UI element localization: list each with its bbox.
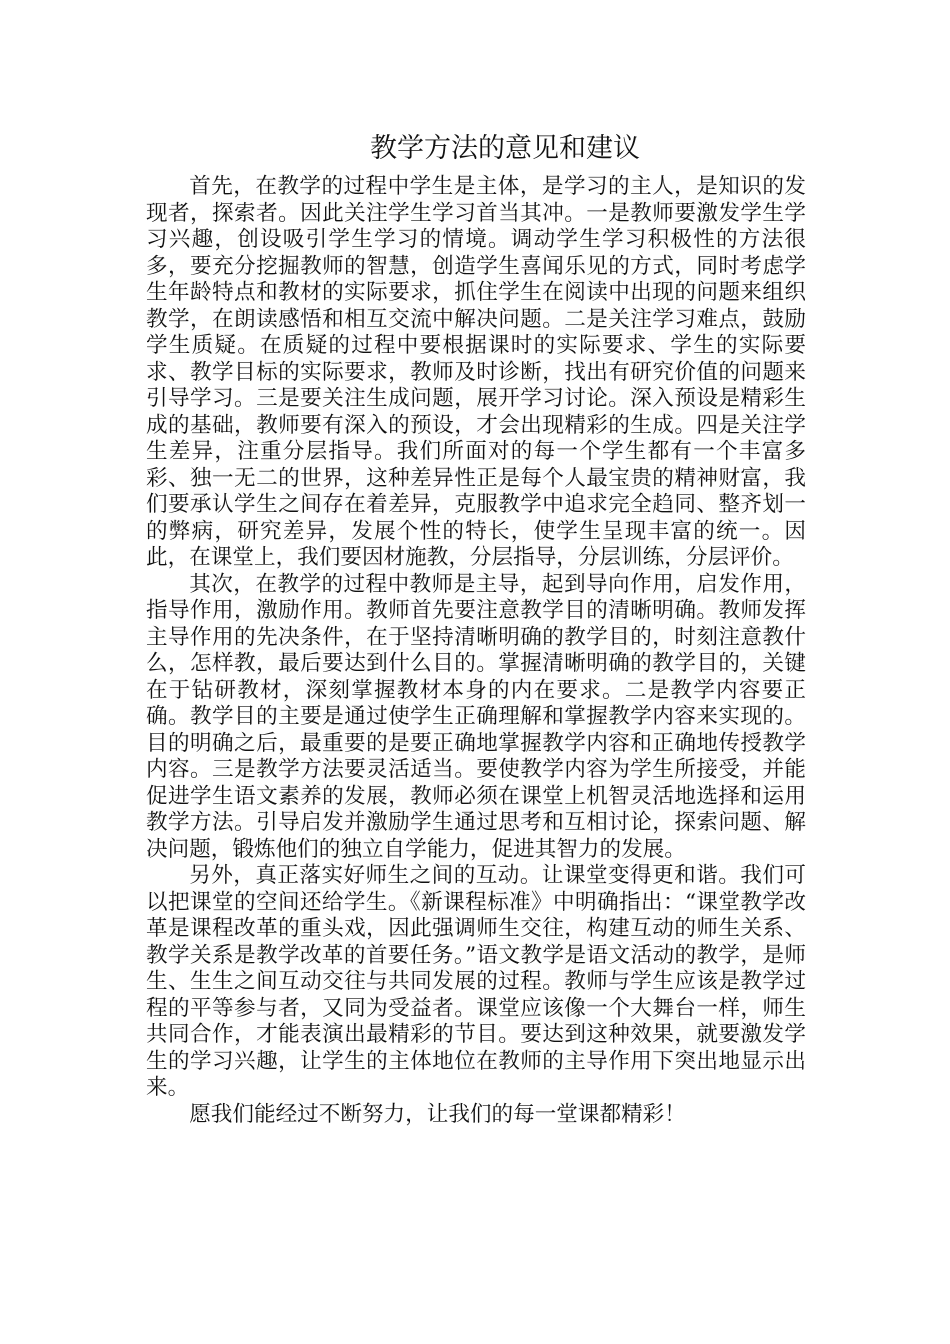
paragraph-3: 另外，真正落实好师生之间的互动。让课堂变得更和谐。我们可以把课堂的空间还给学生。《新课程标准》中明确指出：“课堂教学改革是课程改革的重头戏，因此强调师生交往，构建互动的师生关系、教学关系是教学改革的首要任务。”语文教学是语文活动的教学，是师生、生生之间互动交往与共同发展的过程。教师与学生应该是教学过程的平等参与者，又同为受益者。课堂应该像一个大舞台一样，师生共同合作，才能表演出最精彩的节目。要达到这种效果，就要激发学生的学习兴趣，让学生的主体地位在教师的主导作用下突出地显示出来。 [146,863,806,1100]
paragraph-1: 首先，在教学的过程中学生是主体，是学习的主人，是知识的发现者，探索者。因此关注学生学习首当其冲。一是教师要激发学生学习兴趣，创设吸引学生学习的情境。调动学生学习积极性的方法很多，要充分挖掘教师的智慧，创造学生喜闻乐见的方式，同时考虑学生年龄特点和教材的实际要求，抓住学生在阅读中出现的问题来组织教学，在朗读感悟和相互交流中解决问题。二是关注学习难点，鼓励学生质疑。在质疑的过程中要根据课时的实际要求、学生的实际要求、教学目标的实际要求，教师及时诊断，找出有研究价值的问题来引导学习。三是要关注生成问题，展开学习讨论。深入预设是精彩生成的基础，教师要有深入的预设，才会出现精彩的生成。四是关注学生差异，注重分层指导。我们所面对的每一个学生都有一个丰富多彩、独一无二的世界，这种差异性正是每个人最宝贵的精神财富，我们要承认学生之间存在着差异，克服教学中追求完全趋同、整齐划一的弊病，研究差异，发展个性的特长，使学生呈现丰富的统一。因此，在课堂上，我们要因材施教，分层指导，分层训练，分层评价。 [146,174,806,570]
document-body [146,174,806,1128]
document-title: 教学方法的意见和建议 [370,133,640,164]
paragraph-4: 愿我们能经过不断努力，让我们的每一堂课都精彩！ [189,1101,686,1127]
paragraph-2: 其次，在教学的过程中教师是主导，起到导向作用，启发作用，指导作用，激励作用。教师首先要注意教学目的清晰明确。教师发挥主导作用的先决条件，在于坚持清晰明确的教学目的，时刻注意教什么，怎样教，最后要达到什么目的。掌握清晰明确的教学目的，关键在于钻研教材，深刻掌握教材本身的内在要求。二是教学内容要正确。教学目的主要是通过使学生正确理解和掌握教学内容来实现的。目的明确之后，最重要的是要正确地掌握教学内容和正确地传授教学内容。三是教学方法要灵活适当。要使教学内容为学生所接受，并能促进学生语文素养的发展，教师必须在课堂上机智灵活地选择和运用教学方法。引导启发并激励学生通过思考和互相讨论，探索问题、解决问题，锻炼他们的独立自学能力，促进其智力的发展。 [146,571,806,862]
